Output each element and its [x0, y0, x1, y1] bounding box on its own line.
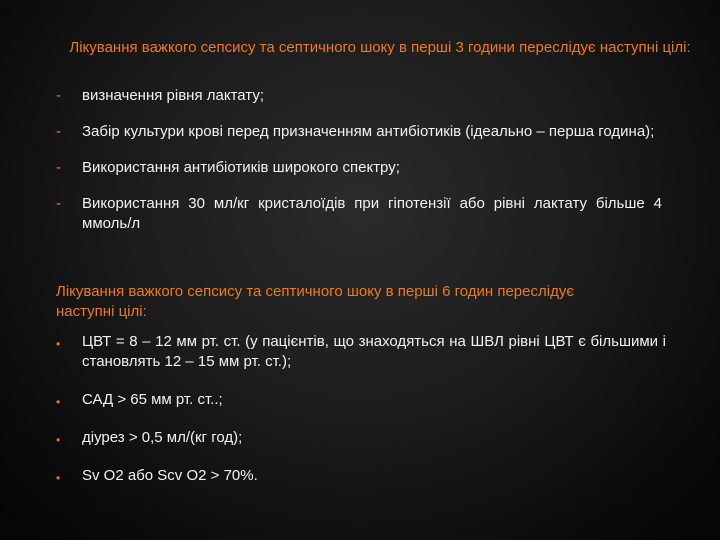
bullet-marker: •: [56, 471, 61, 485]
bullet-marker: •: [56, 395, 61, 409]
list-item: [56, 86, 662, 106]
list-item-text: Sv O2 або Scv O2 > 70%.: [82, 467, 258, 484]
list-item-text: Забір культури крові перед призначенням антибіотиків (ідеально – перша година);: [82, 123, 655, 140]
section1-list: [56, 86, 662, 250]
bullet-marker: •: [56, 337, 61, 351]
list-item-text: ЦВТ = 8 – 12 мм рт. ст. (у пацієнтів, що знаходяться на ШВЛ рівні ЦВТ є більшими і становлять 12 – 15 мм рт. ст.);: [82, 333, 666, 370]
section2-heading: Лікування важкого сепсису та септичного шоку в перші 6 годин переслідує наступні цілі:: [56, 283, 574, 320]
list-item: [56, 332, 666, 372]
list-item-text: визначення рівня лактату;: [82, 87, 264, 104]
list-item: [56, 122, 662, 142]
list-item-text: Використання 30 мл/кг кристалоїдів при гіпотензії або рівні лактату більше 4 ммоль/л: [82, 195, 662, 232]
list-item: [56, 428, 666, 448]
bullet-marker: •: [56, 433, 61, 447]
list-item: [56, 390, 666, 410]
list-item: [56, 194, 662, 234]
list-item: [56, 158, 662, 178]
list-item-text: Використання антибіотиків широкого спектру;: [82, 159, 400, 176]
list-item: [56, 466, 666, 486]
section1-heading: Лікування важкого сепсису та септичного шоку в перші 3 години переслідує наступні цілі:: [69, 39, 691, 56]
dash-marker: -: [56, 159, 61, 176]
list-item-text: САД > 65 мм рт. ст..;: [82, 391, 223, 408]
section2-list: [56, 332, 666, 504]
dash-marker: -: [56, 87, 61, 104]
dash-marker: -: [56, 123, 61, 140]
dash-marker: -: [56, 195, 61, 212]
list-item-text: діурез > 0,5 мл/(кг год);: [82, 429, 243, 446]
